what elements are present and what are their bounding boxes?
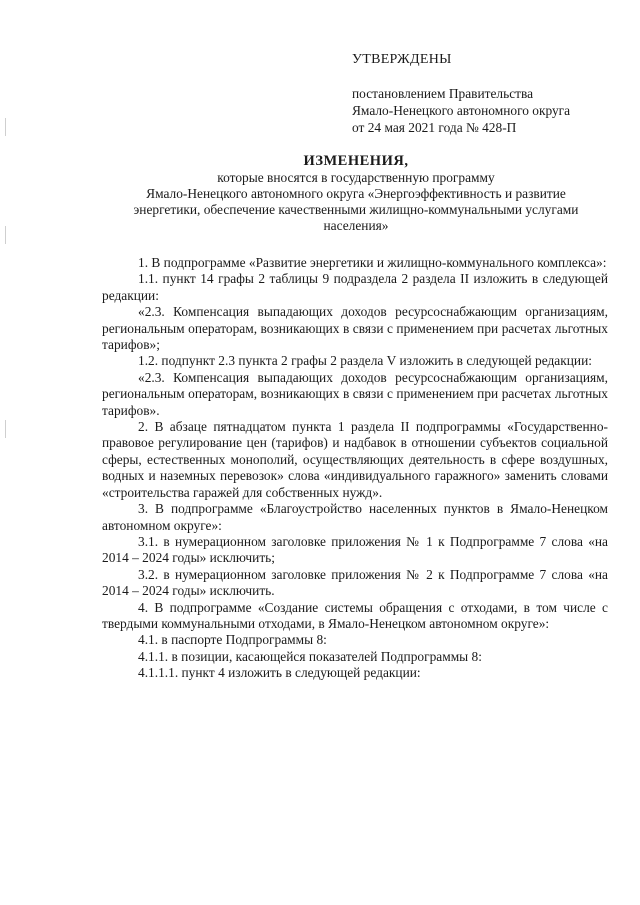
approval-heading: УТВЕРЖДЕНЫ xyxy=(352,52,452,67)
margin-mark xyxy=(5,226,6,244)
approval-line: Ямало-Ненецкого автономного округа xyxy=(352,103,571,118)
margin-mark xyxy=(5,420,6,438)
title-line: которые вносятся в государственную программу xyxy=(217,170,495,185)
paragraph: 4.1. в паспорте Подпрограммы 8: xyxy=(138,632,327,648)
paragraph: 4.1.1. в позиции, касающейся показателей Подпрограммы 8: xyxy=(138,648,482,664)
paragraph: 1.1. пункт 14 графы 2 таблицы 9 подраздела 2 раздела II изложить в следующей редакции: xyxy=(102,271,608,303)
title-line: энергетики, обеспечение качественными жилищно-коммунальными услугами xyxy=(133,202,579,217)
margin-mark xyxy=(5,118,6,136)
paragraph: 3. В подпрограмме «Благоустройство населенных пунктов в Ямало-Ненецком автономном округе»: xyxy=(102,501,608,533)
paragraph: 4.1.1.1. пункт 4 изложить в следующей редакции: xyxy=(138,665,421,681)
document-title xyxy=(96,152,616,234)
paragraph: 4. В подпрограмме «Создание системы обращения с отходами, в том числе с твердыми коммунальными отходами, в Ямало-Ненецком автономном округе»: xyxy=(102,599,608,631)
paragraph: «2.3. Компенсация выпадающих доходов ресурсоснабжающим организациям, региональным операторам, возникающих в связи с применением при расчетах льготных тарифов». xyxy=(102,369,608,418)
paragraph: 2. В абзаце пятнадцатом пункта 1 раздела II подпрограммы «Государственно-правовое регулирование цен (тарифов) и надбавок в отношении субъектов социальной сферы, естественных монополий, осуществляющих деятельность в сфере воздушных, водных и наземных перевозок» слова «индивидуального гаражного» заменить словами «строительства гаражей для собственных нужд». xyxy=(102,419,608,500)
title-line: Ямало-Ненецкого автономного округа «Энергоэффективность и развитие xyxy=(146,186,566,201)
paragraph: 1.2. подпункт 2.3 пункта 2 графы 2 раздела V изложить в следующей редакции: xyxy=(138,353,592,369)
paragraph: 3.2. в нумерационном заголовке приложения № 2 к Подпрограмме 7 слова «на 2014 – 2024 годы» исключить. xyxy=(102,566,608,599)
title-main: ИЗМЕНЕНИЯ, xyxy=(303,153,409,169)
approval-line: постановлением Правительства xyxy=(352,86,534,101)
approval-line: от 24 мая 2021 года № 428-П xyxy=(352,120,517,135)
paragraph: «2.3. Компенсация выпадающих доходов ресурсоснабжающим организациям, региональным операторам, возникающих в связи с применением при расчетах льготных тарифов»; xyxy=(102,304,608,353)
approval-block xyxy=(352,51,570,136)
paragraph: 3.1. в нумерационном заголовке приложения № 1 к Подпрограмме 7 слова «на 2014 – 2024 годы» исключить; xyxy=(102,533,608,566)
paragraph: 1. В подпрограмме «Развитие энергетики и жилищно-коммунального комплекса»: xyxy=(138,255,607,270)
title-line: населения» xyxy=(323,218,389,233)
document-body xyxy=(102,255,608,682)
